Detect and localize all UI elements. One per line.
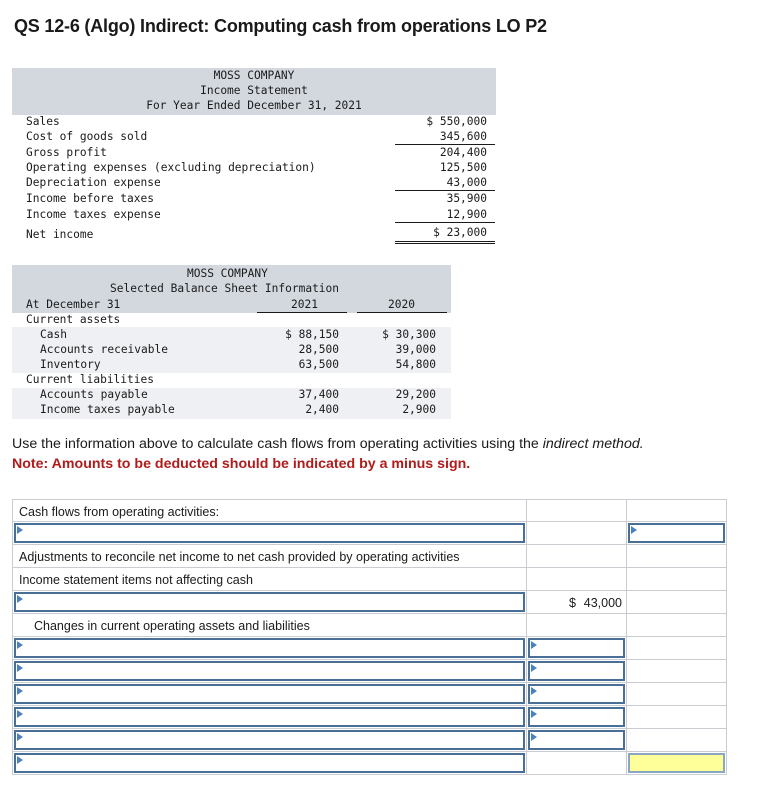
cell <box>527 568 627 591</box>
page-title: QS 12-6 (Algo) Indirect: Computing cash from operations LO P2 <box>14 16 547 36</box>
dropdown-marker-icon <box>531 687 537 695</box>
worksheet-row <box>12 683 727 706</box>
change-label-input-4[interactable] <box>14 707 525 727</box>
cell <box>527 614 627 637</box>
bs-label-accounts-receivable: Accounts receivable <box>40 343 168 356</box>
cell <box>527 522 627 545</box>
cell <box>12 591 527 614</box>
cell <box>627 499 727 522</box>
cell <box>527 545 627 568</box>
changes-label: Changes in current operating assets and liabilities <box>34 619 310 633</box>
cell <box>627 729 727 752</box>
cell <box>12 545 527 568</box>
divider <box>395 190 495 191</box>
cell <box>527 660 627 683</box>
change-amount-input-3[interactable] <box>528 684 625 704</box>
cell <box>627 660 727 683</box>
current-assets-label: Current assets <box>26 313 121 326</box>
bs-ar-2020: 39,000 <box>395 343 436 356</box>
cell <box>12 683 527 706</box>
worksheet-header: Cash flows from operating activities: <box>19 505 220 519</box>
bs-label-inventory: Inventory <box>40 358 101 371</box>
cell <box>12 637 527 660</box>
instructions <box>12 436 644 452</box>
is-label-sales: Sales <box>26 115 60 128</box>
is-value-gross-profit: 204,400 <box>439 146 487 159</box>
divider <box>257 312 347 313</box>
is-value-income-before-taxes: 35,900 <box>446 192 487 205</box>
income-statement-name: Income Statement <box>200 84 308 97</box>
dropdown-marker-icon <box>17 733 23 741</box>
current-liabilities-label: Current liabilities <box>26 373 154 386</box>
worksheet-header-row <box>12 499 727 522</box>
cell <box>12 614 527 637</box>
is-value-operating-expenses: 125,500 <box>439 161 487 174</box>
balance-sheet-company: MOSS COMPANY <box>187 267 268 280</box>
worksheet-row <box>12 545 727 568</box>
cell <box>12 752 527 775</box>
cell <box>627 683 727 706</box>
double-underline <box>395 243 495 244</box>
income-statement-company: MOSS COMPANY <box>213 69 295 82</box>
is-label-depreciation: Depreciation expense <box>26 176 161 189</box>
is-label-income-taxes: Income taxes expense <box>26 208 161 221</box>
is-value-cogs: 345,600 <box>439 130 487 143</box>
dropdown-marker-icon <box>531 664 537 672</box>
bs-ar-2021: 28,500 <box>298 343 339 356</box>
worksheet-row <box>12 591 727 614</box>
worksheet-row <box>12 522 727 545</box>
cell <box>627 591 727 614</box>
cell <box>627 706 727 729</box>
double-underline <box>395 241 495 242</box>
cell <box>527 683 627 706</box>
dropdown-marker-icon <box>531 641 537 649</box>
dropdown-marker-icon <box>17 526 23 534</box>
cash-flow-worksheet <box>12 499 727 775</box>
is-value-depreciation: 43,000 <box>446 176 487 189</box>
is-value-net-income: $ 23,000 <box>433 226 487 239</box>
worksheet-row <box>12 660 727 683</box>
is-value-sales: $ 550,000 <box>426 115 487 128</box>
divider <box>357 312 447 313</box>
dropdown-marker-icon <box>17 710 23 718</box>
divider <box>395 222 495 223</box>
worksheet-total-row <box>12 752 727 775</box>
cell <box>527 729 627 752</box>
change-label-input-1[interactable] <box>14 638 525 658</box>
cell <box>12 660 527 683</box>
bs-label-income-taxes-payable: Income taxes payable <box>40 403 175 416</box>
bs-ap-2021: 37,400 <box>298 388 339 401</box>
change-label-input-5[interactable] <box>14 730 525 750</box>
change-amount-input-4[interactable] <box>528 707 625 727</box>
is-label-income-before-taxes: Income before taxes <box>26 192 154 205</box>
net-income-amount-input[interactable] <box>628 523 725 543</box>
bs-inventory-2021: 63,500 <box>298 358 339 371</box>
net-income-label-input[interactable] <box>14 523 525 543</box>
cell <box>12 522 527 545</box>
cell <box>627 522 727 545</box>
change-label-input-3[interactable] <box>14 684 525 704</box>
divider <box>395 144 495 145</box>
bs-cash-2021: $ 88,150 <box>285 328 339 341</box>
cell <box>627 545 727 568</box>
dropdown-marker-icon <box>17 641 23 649</box>
total-label-input[interactable] <box>14 753 525 773</box>
worksheet-row <box>12 729 727 752</box>
dropdown-marker-icon <box>531 710 537 718</box>
instructions-note: Note: Amounts to be deducted should be indicated by a minus sign. <box>12 456 471 472</box>
bs-label-accounts-payable: Accounts payable <box>40 388 148 401</box>
worksheet-row <box>12 568 727 591</box>
balance-sheet-year-2020: 2020 <box>388 298 415 311</box>
is-label-operating-expenses: Operating expenses (excluding depreciation) <box>26 161 316 174</box>
cell <box>627 752 727 775</box>
cell <box>527 752 627 775</box>
bs-itp-2020: 2,900 <box>402 403 436 416</box>
dropdown-marker-icon <box>17 756 23 764</box>
cell <box>527 499 627 522</box>
cell <box>627 637 727 660</box>
worksheet-row <box>12 614 727 637</box>
cell <box>12 729 527 752</box>
cell <box>12 706 527 729</box>
is-value-income-taxes: 12,900 <box>446 208 487 221</box>
cell <box>627 568 727 591</box>
bs-label-cash: Cash <box>40 328 67 341</box>
balance-sheet-name: Selected Balance Sheet Information <box>110 282 340 295</box>
is-label-net-income: Net income <box>26 228 94 241</box>
depreciation-amount: 43,000 <box>583 596 622 610</box>
change-amount-input-1[interactable] <box>528 638 625 658</box>
bs-inventory-2020: 54,800 <box>395 358 436 371</box>
bs-ap-2020: 29,200 <box>395 388 436 401</box>
cell <box>527 637 627 660</box>
change-amount-input-2[interactable] <box>528 661 625 681</box>
dropdown-marker-icon <box>17 595 23 603</box>
instructions-method: indirect method. <box>542 436 644 452</box>
income-item-label-input[interactable] <box>14 592 525 612</box>
cell <box>627 614 727 637</box>
change-amount-input-5[interactable] <box>528 730 625 750</box>
cell <box>12 568 527 591</box>
income-statement-period: For Year Ended December 31, 2021 <box>146 99 362 112</box>
cell <box>12 499 527 522</box>
is-label-gross-profit: Gross profit <box>26 146 107 159</box>
adjustments-label: Adjustments to reconcile net income to net cash provided by operating activities <box>19 550 460 564</box>
bs-itp-2021: 2,400 <box>305 403 339 416</box>
currency-symbol: $ <box>569 596 576 610</box>
change-label-input-2[interactable] <box>14 661 525 681</box>
worksheet-row <box>12 637 727 660</box>
bs-cash-2020: $ 30,300 <box>382 328 436 341</box>
dropdown-marker-icon <box>17 687 23 695</box>
instructions-text: Use the information above to calculate cash flows from operating activities using the <box>12 436 543 452</box>
balance-sheet-date-label: At December 31 <box>26 298 121 311</box>
is-label-cogs: Cost of goods sold <box>26 130 148 143</box>
cell <box>527 591 627 614</box>
dropdown-marker-icon <box>631 526 637 534</box>
net-cash-total-input[interactable] <box>628 753 725 773</box>
cell <box>527 706 627 729</box>
dropdown-marker-icon <box>17 664 23 672</box>
balance-sheet-year-2021: 2021 <box>291 298 318 311</box>
dropdown-marker-icon <box>531 733 537 741</box>
income-items-label: Income statement items not affecting cash <box>19 573 253 587</box>
worksheet-row <box>12 706 727 729</box>
